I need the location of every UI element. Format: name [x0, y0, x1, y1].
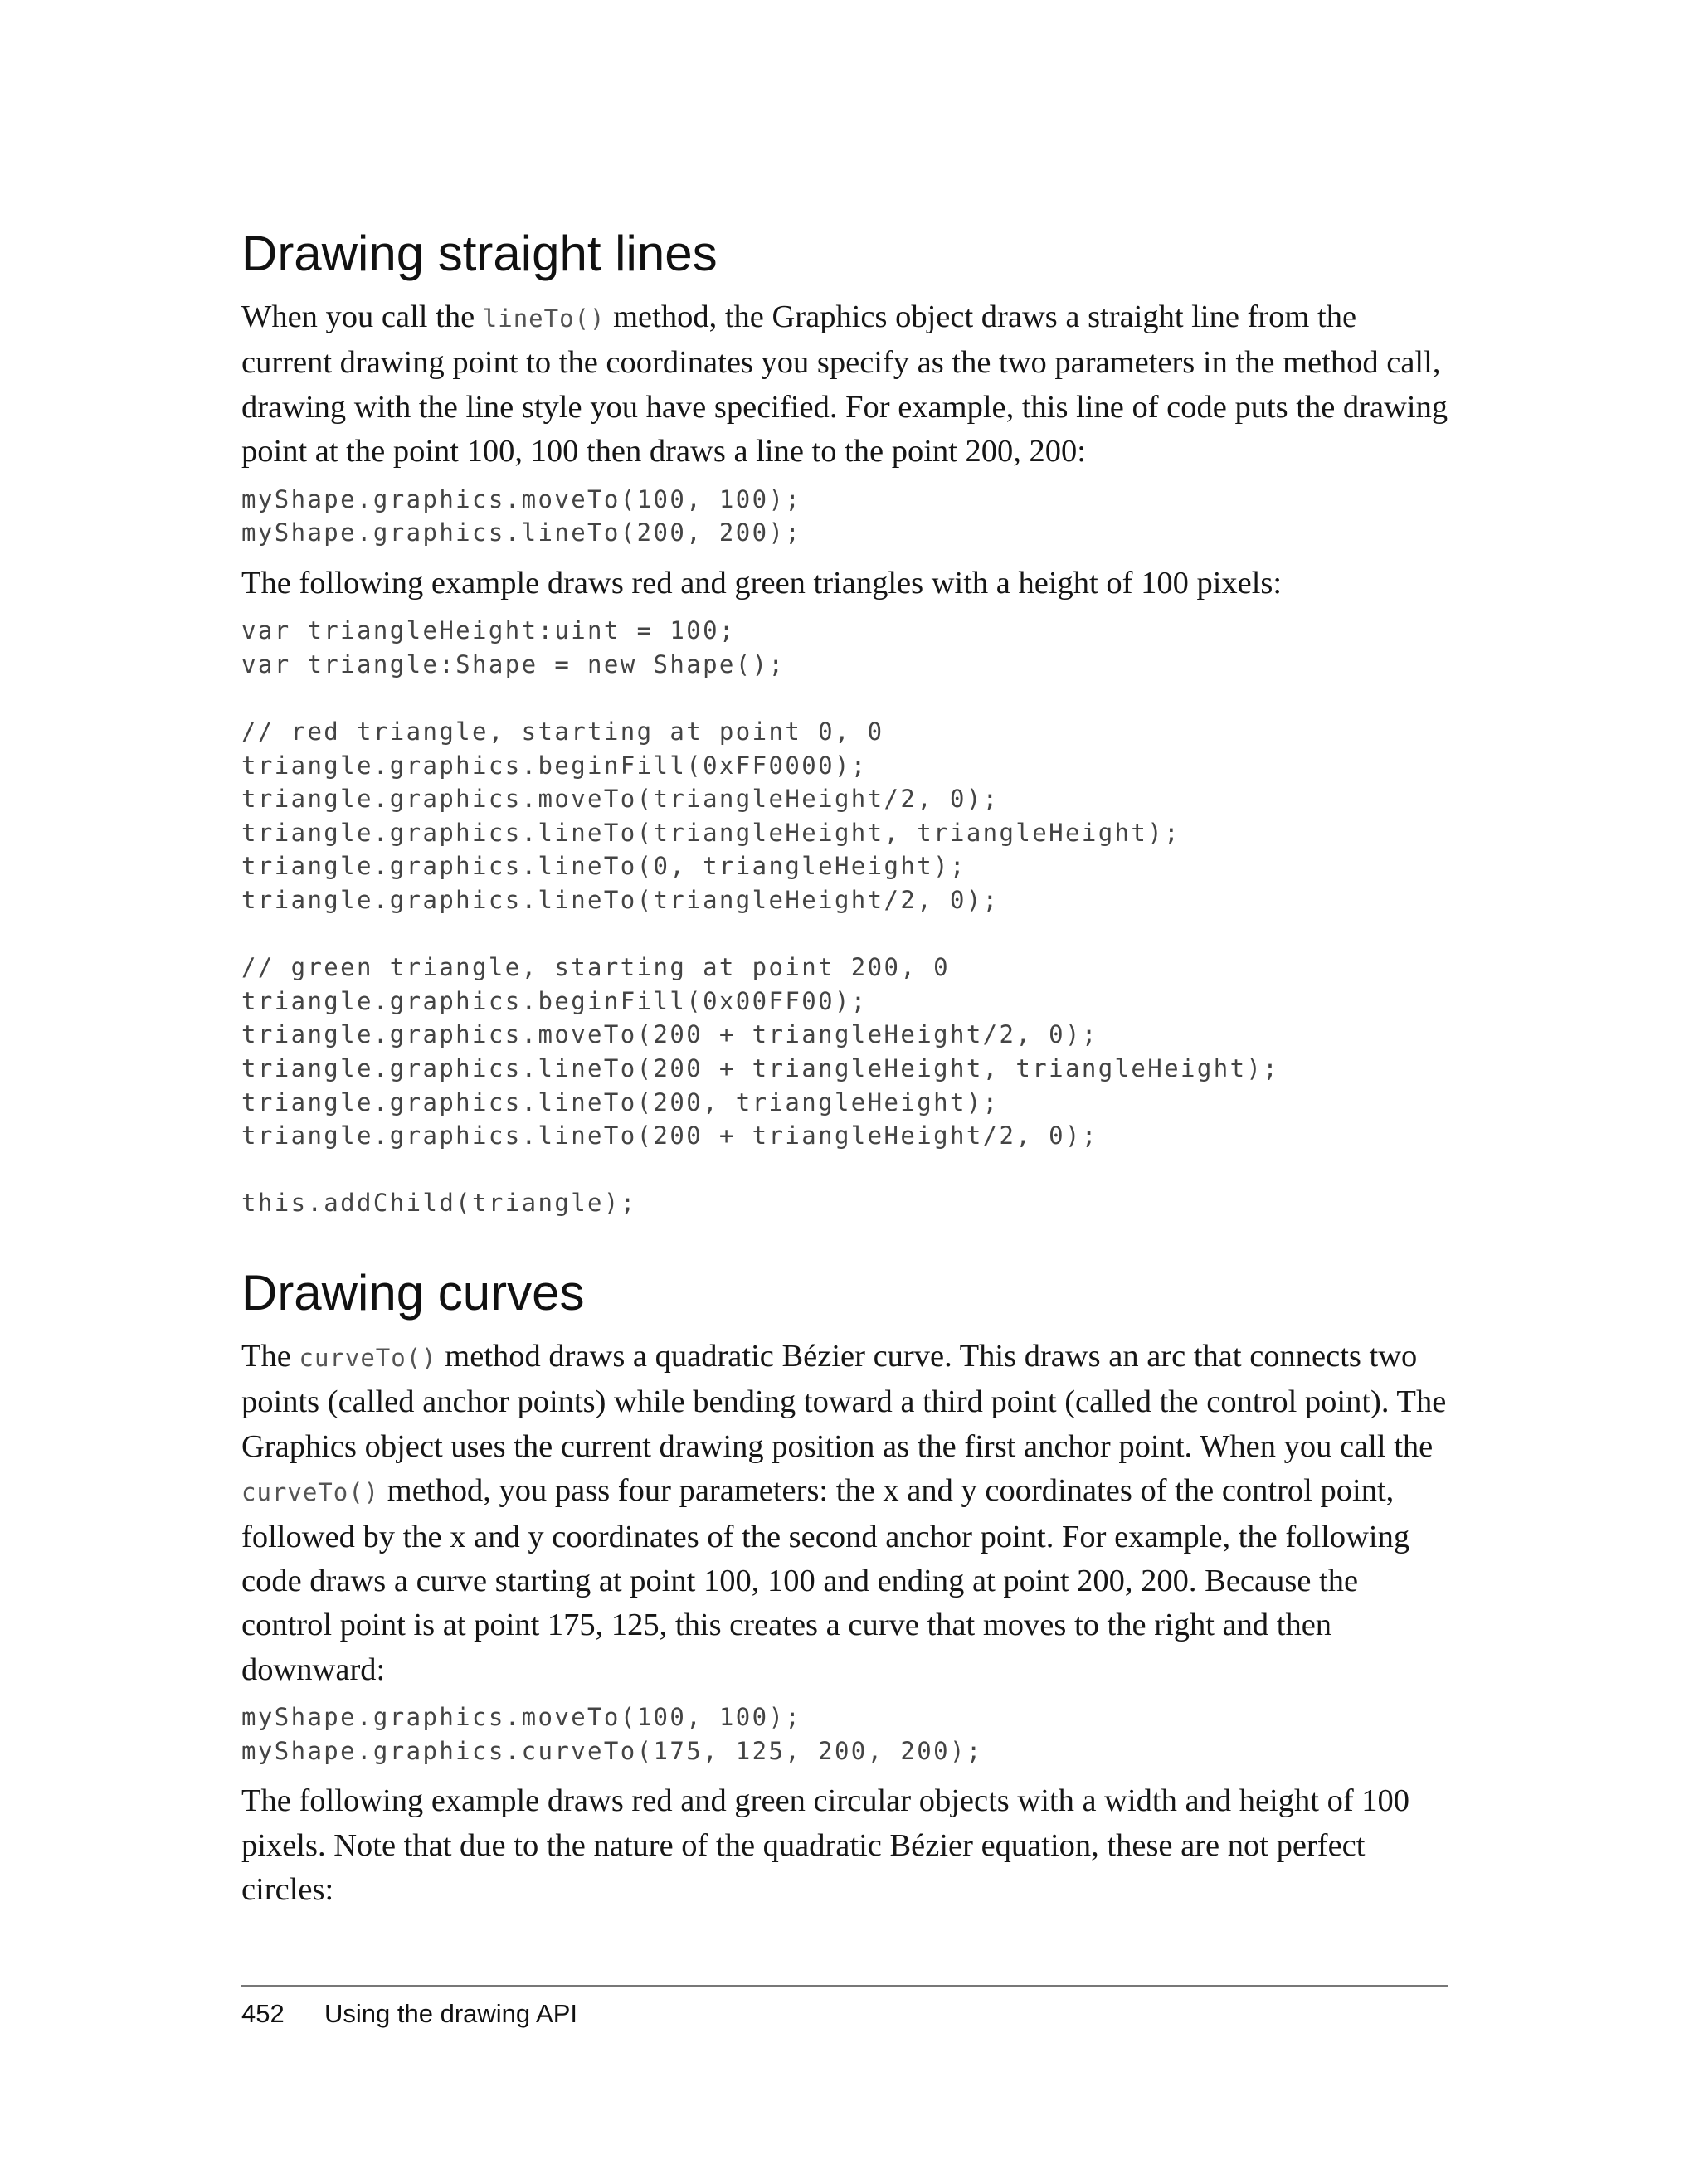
code-block-triangles: var triangleHeight:uint = 100; var triangle:Shape = new Shape(); // red triangle, starting at point 0, 0 triangle.graphics.beginFill(0xFF0000); triangle.graphics.moveTo(triangleHeight/2, 0); triangle.graphics.lineTo(triangleHeight, triangleHeight); triangle.graphics.lineTo(0, triangleHeight); triangle.graphics.lineTo(triangleHeight/2, 0); // green triangle, starting at point 200, 0 triangle.graphics.beginFill(0x00FF00); triangle.graphics.moveTo(200 + triangleHeight/2, 0); triangle.graphics.lineTo(200 + triangleHeight, triangleHeight); triangle.graphics.lineTo(200, triangleHeight); triangle.graphics.lineTo(200 + triangleHeight/2, 0); this.addChild(triangle); — [241, 616, 1280, 1218]
paragraph-lineto-intro — [241, 295, 1448, 474]
inline-code-curveto: curveTo() — [241, 1478, 380, 1507]
text-run: method, you pass four parameters: the x and y coordinates of the control point, followed by the x and y coordinates of the second anchor point. For example, the following code draws a curve starting at point 100, 100 and ending at point 200, 200. Because the control point is at point 175, 125, this creates a curve that moves to the right and then downward: — [241, 1473, 1410, 1687]
inline-code-lineto: lineTo() — [482, 304, 606, 333]
code-block-moveto-lineto: myShape.graphics.moveTo(100, 100); myShape.graphics.lineTo(200, 200); — [241, 484, 802, 547]
page-content — [241, 224, 1448, 1921]
footer-divider — [241, 1985, 1448, 1987]
page-number: 452 — [241, 1999, 285, 2028]
section-heading-curves: Drawing curves — [241, 1264, 585, 1321]
text-run: The — [241, 1338, 299, 1374]
inline-code-curveto: curveTo() — [299, 1343, 437, 1372]
page-footer — [241, 1999, 577, 2029]
paragraph-circle-example: The following example draws red and green circular objects with a width and height of 100 pixels. Note that due to the nature of the quadratic Bézier equation, these are not perfect circles: — [241, 1783, 1410, 1908]
code-block-moveto-curveto: myShape.graphics.moveTo(100, 100); myShape.graphics.curveTo(175, 125, 200, 200); — [241, 1703, 983, 1765]
text-run: method draws a quadratic Bézier curve. This draws an arc that connects two points (called anchor points) while bending toward a third point (called the control point). The Graphics object uses the current drawing position as the first anchor point. When you call the — [241, 1338, 1447, 1464]
text-run: When you call the — [241, 299, 483, 334]
text-run: method, the Graphics object draws a straight line from the current drawing point to the coordinates you specify as the two parameters in the method call, drawing with the line style you have specified. For example, this line of code puts the drawing point at the point 100, 100 then draws a line to the point 200, 200: — [241, 299, 1448, 469]
footer-section-title: Using the drawing API — [324, 1999, 578, 2028]
paragraph-triangle-example: The following example draws red and green triangles with a height of 100 pixels: — [241, 565, 1283, 601]
paragraph-curveto-intro — [241, 1335, 1448, 1692]
section-heading-straight-lines: Drawing straight lines — [241, 226, 718, 281]
